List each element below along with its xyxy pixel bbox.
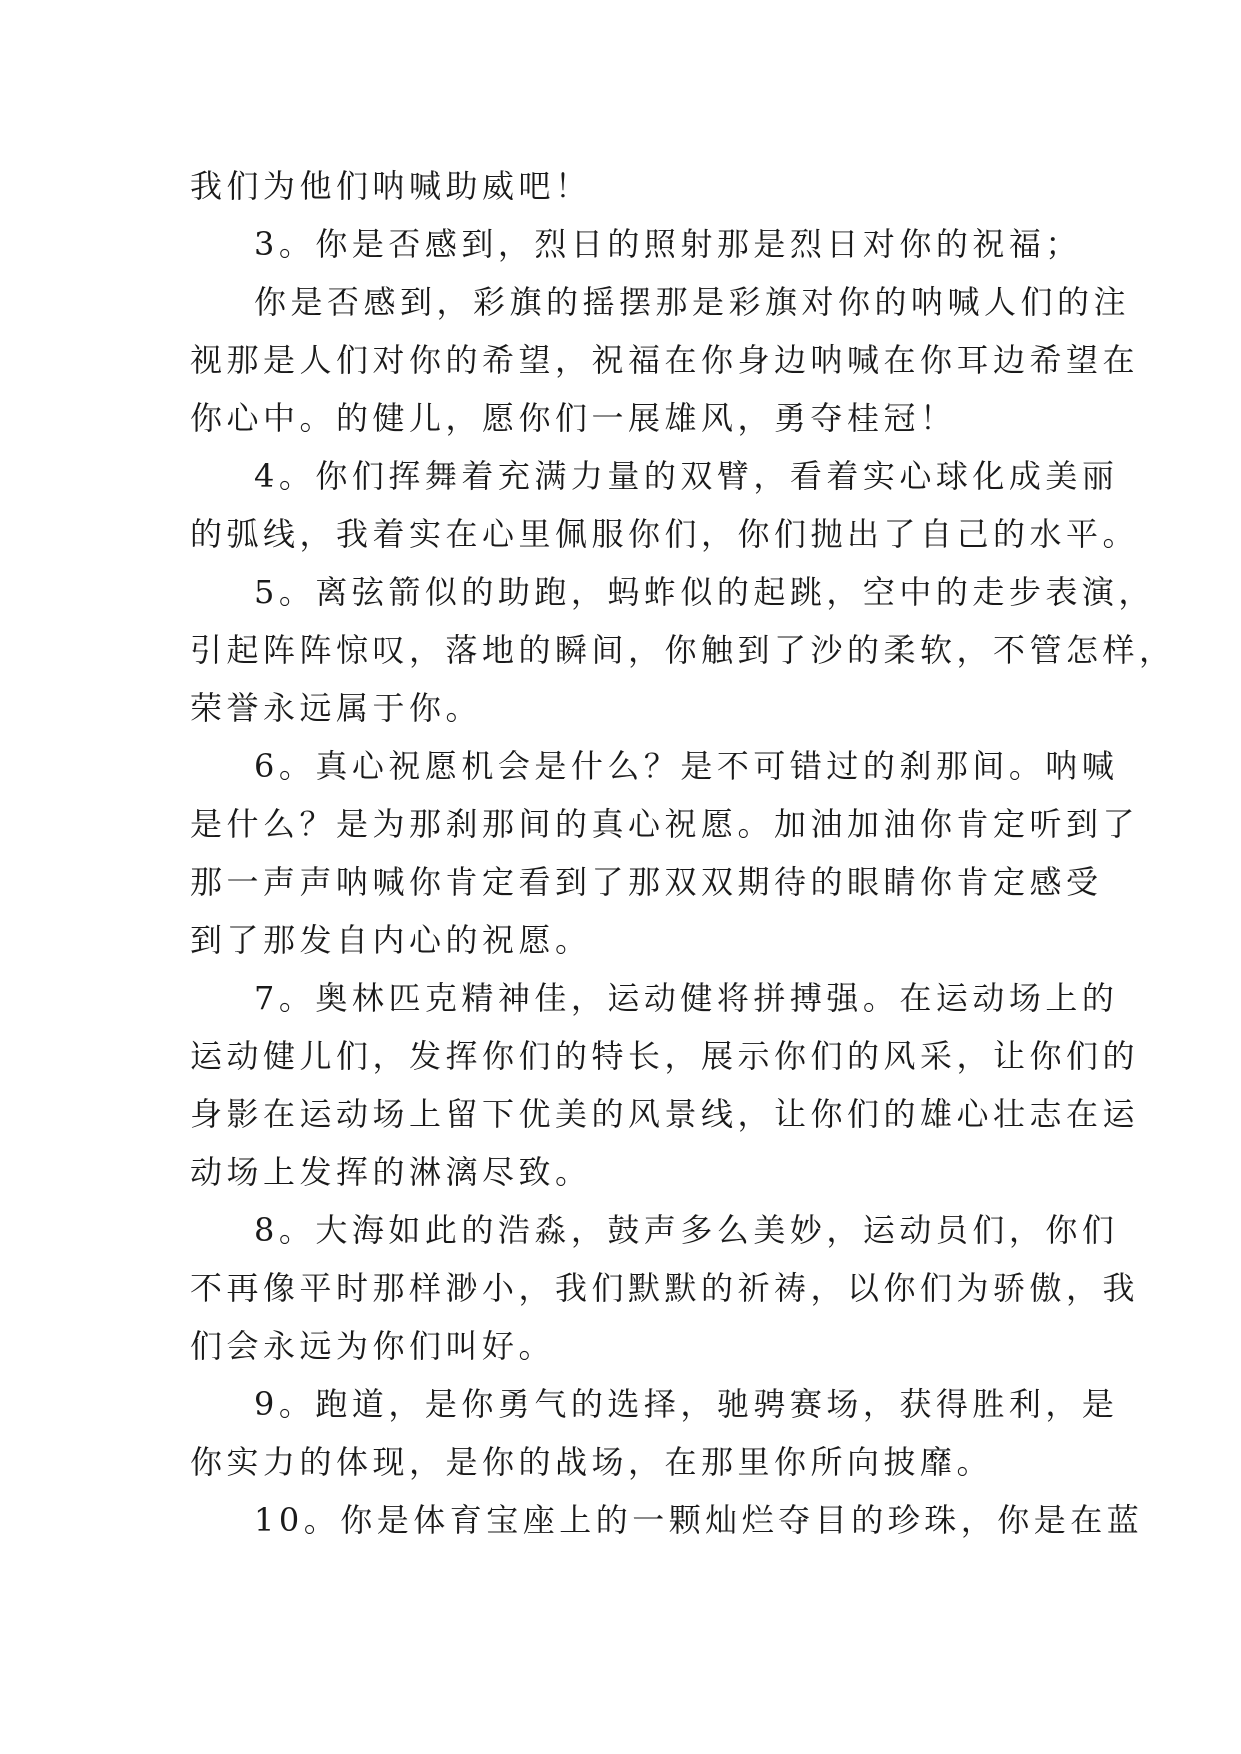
text-line: 不再像平时那样渺小，我们默默的祈祷，以你们为骄傲，我 [190,1269,1140,1307]
text-line: 我们为他们呐喊助威吧！ [190,167,592,205]
text-line: 运动健儿们，发挥你们的特长，展示你们的风采，让你们的 [190,1037,1140,1075]
text-line: 那一声声呐喊你肯定看到了那双双期待的眼睛你肯定感受 [190,863,1103,901]
text-line: 你心中。的健儿，愿你们一展雄风，勇夺桂冠！ [190,399,957,437]
text-line: 荣誉永远属于你。 [190,689,483,727]
text-line: 动场上发挥的淋漓尽致。 [190,1153,592,1191]
text-line: 9。跑道，是你勇气的选择，驰骋赛场，获得胜利，是 [254,1385,1119,1423]
text-line: 5。离弦箭似的助跑，蚂蚱似的起跳，空中的走步表演， [254,573,1155,611]
text-line: 的弧线，我着实在心里佩服你们，你们抛出了自己的水平。 [190,515,1140,553]
text-line: 身影在运动场上留下优美的风景线，让你们的雄心壮志在运 [190,1095,1140,1133]
text-line: 10。你是体育宝座上的一颗灿烂夺目的珍珠，你是在蓝 [254,1501,1144,1539]
text-line: 视那是人们对你的希望，祝福在你身边呐喊在你耳边希望在 [190,341,1140,379]
text-line: 是什么？是为那刹那间的真心祝愿。加油加油你肯定听到了 [190,805,1140,843]
text-line: 8。大海如此的浩淼，鼓声多么美妙，运动员们，你们 [254,1211,1119,1249]
text-line: 到了那发自内心的祝愿。 [190,921,592,959]
text-line: 你实力的体现，是你的战场，在那里你所向披靡。 [190,1443,994,1481]
text-line: 引起阵阵惊叹，落地的瞬间，你触到了沙的柔软，不管怎样， [190,631,1176,669]
text-line: 7。奥林匹克精神佳，运动健将拼搏强。在运动场上的 [254,979,1119,1017]
text-line: 4。你们挥舞着充满力量的双臂，看着实心球化成美丽 [254,457,1119,495]
text-line: 你是否感到，彩旗的摇摆那是彩旗对你的呐喊人们的注 [254,283,1131,321]
text-line: 6。真心祝愿机会是什么？是不可错过的刹那间。呐喊 [254,747,1119,785]
text-line: 3。你是否感到，烈日的照射那是烈日对你的祝福； [254,225,1082,263]
text-line: 们会永远为你们叫好。 [190,1327,556,1365]
